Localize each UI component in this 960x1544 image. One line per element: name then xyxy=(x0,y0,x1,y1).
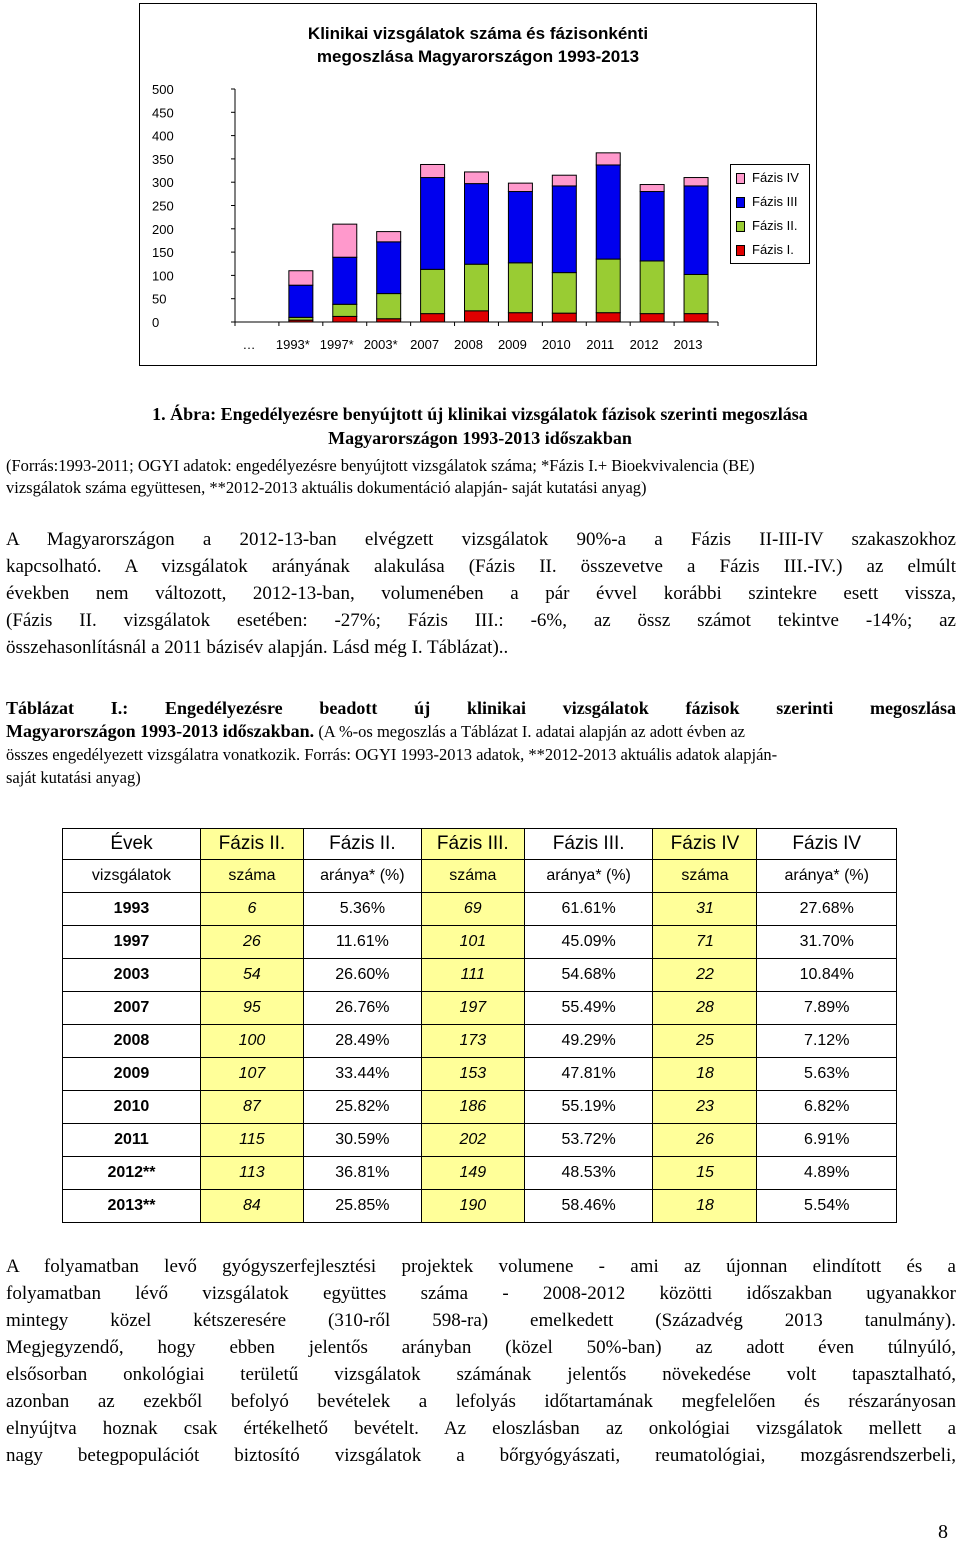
table-header-cell: Fázis II. xyxy=(303,829,421,860)
paragraph-2-line: elnyújtva hoznak csak értékelhető bevételt. Az eloszlásban az onkológiai vizsgálatok mellett a xyxy=(6,1418,956,1439)
bar-segment xyxy=(552,175,576,186)
bar-segment xyxy=(377,294,401,319)
table-subheader-cell: aránya* (%) xyxy=(757,860,897,893)
table-row xyxy=(63,893,897,926)
table-cell: 71 xyxy=(653,926,757,959)
y-tick-label: 300 xyxy=(152,175,174,191)
table-year-cell: 1993 xyxy=(63,893,201,926)
table-cell: 31 xyxy=(653,893,757,926)
table-cell: 18 xyxy=(653,1058,757,1091)
paragraph-2-line: folyamatban lévő vizsgálatok együttes száma - 2008-2012 közötti időszakban ugyanakkor xyxy=(6,1283,956,1304)
table-header-row xyxy=(63,829,897,860)
paragraph-1-line: (Fázis II. vizsgálatok esetében: -27%; Fázis III.: -6%, az össz számot tekintve -14%; az xyxy=(6,610,956,631)
y-tick-label: 150 xyxy=(152,245,174,261)
bar-segment xyxy=(421,314,445,322)
y-tick-label: 400 xyxy=(152,128,174,144)
table-cell: 11.61% xyxy=(303,926,421,959)
table-cell: 54 xyxy=(200,959,303,992)
table-caption-line3: összes engedélyezett vizsgálatra vonatkozik. Forrás: OGYI 1993-2013 adatok, **2012-2013 aktuális adatok alapján- xyxy=(6,745,778,764)
table-cell: 45.09% xyxy=(524,926,653,959)
table-row xyxy=(63,959,897,992)
table-cell: 6 xyxy=(200,893,303,926)
bar-segment xyxy=(640,185,664,192)
table-row xyxy=(63,1124,897,1157)
table-cell: 55.19% xyxy=(524,1091,653,1124)
bar-segment xyxy=(465,172,489,184)
table-cell: 33.44% xyxy=(303,1058,421,1091)
table-cell: 23 xyxy=(653,1091,757,1124)
x-tick-label: 2012 xyxy=(629,337,659,352)
table-caption xyxy=(6,697,956,789)
stacked-bar-chart xyxy=(140,4,818,367)
table-year-cell: 1997 xyxy=(63,926,201,959)
x-tick-label: 1997* xyxy=(319,337,354,352)
table-cell: 202 xyxy=(421,1124,524,1157)
table-cell: 5.54% xyxy=(757,1190,897,1223)
x-tick-label: … xyxy=(242,337,256,352)
table-cell: 95 xyxy=(200,992,303,1025)
table-cell: 26 xyxy=(200,926,303,959)
table-header-cell: Fázis IV xyxy=(757,829,897,860)
x-tick-label: 2013 xyxy=(673,337,703,352)
table-cell: 6.91% xyxy=(757,1124,897,1157)
table-cell: 100 xyxy=(200,1025,303,1058)
table-cell: 26.60% xyxy=(303,959,421,992)
legend-swatch xyxy=(736,173,745,184)
table-cell: 22 xyxy=(653,959,757,992)
table-cell: 47.81% xyxy=(524,1058,653,1091)
table-header-cell: Fázis III. xyxy=(421,829,524,860)
bar-segment xyxy=(508,313,532,322)
table-subheader-cell: aránya* (%) xyxy=(303,860,421,893)
table-cell: 25.82% xyxy=(303,1091,421,1124)
y-tick-label: 500 xyxy=(152,82,174,97)
legend-label: Fázis IV xyxy=(752,170,799,185)
table-cell: 5.36% xyxy=(303,893,421,926)
table-header-cell: Fázis II. xyxy=(200,829,303,860)
bar-segment xyxy=(377,242,401,294)
table-cell: 55.49% xyxy=(524,992,653,1025)
table-year-cell: 2010 xyxy=(63,1091,201,1124)
table-cell: 30.59% xyxy=(303,1124,421,1157)
table-row xyxy=(63,1157,897,1190)
table-cell: 27.68% xyxy=(757,893,897,926)
source-note-line1: (Forrás:1993-2011; OGYI adatok: engedélyezésre benyújtott vizsgálatok száma; *Fázis I.+ Bioekvivalencia (BE) xyxy=(6,456,755,475)
bar-segment xyxy=(596,313,620,322)
bar-segment xyxy=(333,316,357,322)
table-cell: 84 xyxy=(200,1190,303,1223)
paragraph-1-line: kapcsolható. A vizsgálatok arányának alakulása (Fázis II. összevetve a Fázis III.-IV.) az elmúlt xyxy=(6,556,956,577)
y-tick-label: 100 xyxy=(152,268,174,284)
bar-segment xyxy=(684,178,708,186)
table-cell: 4.89% xyxy=(757,1157,897,1190)
bar-segment xyxy=(333,257,357,304)
table-year-cell: 2009 xyxy=(63,1058,201,1091)
y-tick-label: 350 xyxy=(152,151,174,167)
legend-label: Fázis II. xyxy=(752,218,798,233)
table-cell: 69 xyxy=(421,893,524,926)
x-tick-label: 2008 xyxy=(454,337,483,352)
table-cell: 173 xyxy=(421,1025,524,1058)
table-cell: 25.85% xyxy=(303,1190,421,1223)
bar-segment xyxy=(289,285,313,317)
legend-label: Fázis I. xyxy=(752,242,794,257)
table-cell: 58.46% xyxy=(524,1190,653,1223)
table-year-cell: 2008 xyxy=(63,1025,201,1058)
x-tick-label: 2003* xyxy=(363,337,398,352)
bar-segment xyxy=(333,304,357,316)
table-cell: 101 xyxy=(421,926,524,959)
table-cell: 10.84% xyxy=(757,959,897,992)
paragraph-1-line: években nem változott, 2012-13-ban, volumenében a pár évvel korábbi szintekre esett vissza, xyxy=(6,583,956,604)
table-cell: 87 xyxy=(200,1091,303,1124)
table-cell: 115 xyxy=(200,1124,303,1157)
table-header-cell: Fázis IV xyxy=(653,829,757,860)
table-cell: 54.68% xyxy=(524,959,653,992)
paragraph-2 xyxy=(6,1253,956,1469)
paragraph-2-line: nagy betegpopulációt biztosító vizsgálatok a bőrgyógyászati, reumatológiai, mozgásrendszerbeli, xyxy=(6,1445,956,1466)
y-tick-label: 50 xyxy=(152,291,167,307)
table-cell: 190 xyxy=(421,1190,524,1223)
x-tick-label: 1993* xyxy=(275,337,310,352)
paragraph-1-line: összehasonlításnál a 2011 bázisév alapján. Lásd még I. Táblázat).. xyxy=(6,637,509,658)
table-cell: 7.12% xyxy=(757,1025,897,1058)
y-tick-label: 0 xyxy=(152,315,160,330)
bar-segment xyxy=(684,274,708,313)
bar-segment xyxy=(552,313,576,322)
x-tick-label: 2007 xyxy=(410,337,440,352)
table-year-cell: 2012** xyxy=(63,1157,201,1190)
table-cell: 7.89% xyxy=(757,992,897,1025)
figure-caption xyxy=(0,402,960,450)
table-caption-line4: saját kutatási anyag) xyxy=(6,768,141,787)
table-cell: 15 xyxy=(653,1157,757,1190)
bar-segment xyxy=(465,311,489,322)
table-cell: 25 xyxy=(653,1025,757,1058)
bar-segment xyxy=(421,178,445,270)
table-cell: 36.81% xyxy=(303,1157,421,1190)
x-tick-label: 2009 xyxy=(497,337,527,352)
table-subheader-cell: vizsgálatok xyxy=(63,860,201,893)
chart-container xyxy=(139,3,817,366)
bar-segment xyxy=(465,264,489,311)
bar-segment xyxy=(421,164,445,177)
table-cell: 5.63% xyxy=(757,1058,897,1091)
table-year-cell: 2003 xyxy=(63,959,201,992)
table-cell: 153 xyxy=(421,1058,524,1091)
y-tick-label: 450 xyxy=(152,105,174,121)
bar-segment xyxy=(377,232,401,242)
bar-segment xyxy=(684,314,708,322)
table-row xyxy=(63,1025,897,1058)
x-tick-label: 2010 xyxy=(541,337,571,352)
phase-table xyxy=(62,828,897,1223)
bar-segment xyxy=(640,261,664,314)
paragraph-2-line: A folyamatban levő gyógyszerfejlesztési projektek volumene - ami az újonnan elindított és a xyxy=(6,1256,956,1277)
table-header-cell: Évek xyxy=(63,829,201,860)
y-tick-label: 250 xyxy=(152,198,174,214)
table-header-cell: Fázis III. xyxy=(524,829,653,860)
table-row xyxy=(63,1091,897,1124)
table-subheader-row xyxy=(63,860,897,893)
bar-segment xyxy=(640,314,664,322)
legend-swatch xyxy=(736,221,745,232)
bar-segment xyxy=(596,165,620,259)
bar-segment xyxy=(508,192,532,263)
page-number: 8 xyxy=(938,1521,948,1543)
table-caption-line1: Táblázat I.: Engedélyezésre beadott új klinikai vizsgálatok fázisok szerinti megoszlása xyxy=(6,698,956,718)
bar-segment xyxy=(465,184,489,265)
table-cell: 113 xyxy=(200,1157,303,1190)
table-subheader-cell: száma xyxy=(653,860,757,893)
table-subheader-cell: száma xyxy=(421,860,524,893)
table-cell: 48.53% xyxy=(524,1157,653,1190)
figure-caption-line2: Magyarországon 1993-2013 időszakban xyxy=(328,428,632,448)
table-cell: 28 xyxy=(653,992,757,1025)
table-year-cell: 2013** xyxy=(63,1190,201,1223)
source-note-line2: vizsgálatok száma együttesen, **2012-2013 aktuális dokumentáció alapján- saját kutatási anyag) xyxy=(6,478,647,497)
table-subheader-cell: száma xyxy=(200,860,303,893)
table-cell: 31.70% xyxy=(757,926,897,959)
table-cell: 149 xyxy=(421,1157,524,1190)
table-cell: 53.72% xyxy=(524,1124,653,1157)
bar-segment xyxy=(596,153,620,165)
table-cell: 28.49% xyxy=(303,1025,421,1058)
table-year-cell: 2007 xyxy=(63,992,201,1025)
chart-title-line: Klinikai vizsgálatok száma és fázisonkénti megoszlása Magyarországon 1993-2013 xyxy=(307,24,649,66)
table-cell: 26 xyxy=(653,1124,757,1157)
table-cell: 6.82% xyxy=(757,1091,897,1124)
bar-segment xyxy=(552,273,576,314)
table-row xyxy=(63,992,897,1025)
table-cell: 26.76% xyxy=(303,992,421,1025)
bar-segment xyxy=(289,271,313,285)
x-tick-label: 2011 xyxy=(586,337,615,352)
bar-segment xyxy=(421,269,445,313)
figure-caption-line1: 1. Ábra: Engedélyezésre benyújtott új klinikai vizsgálatok fázisok szerinti megoszlása xyxy=(152,404,808,424)
bar-segment xyxy=(684,186,708,275)
table-row xyxy=(63,1190,897,1223)
paragraph-2-line: azonban az ezekből befolyó bevételek a lefolyás időtartamának megfelelően és részarányosan xyxy=(6,1391,956,1412)
table-year-cell: 2011 xyxy=(63,1124,201,1157)
table-cell: 186 xyxy=(421,1091,524,1124)
bar-segment xyxy=(596,259,620,313)
table-cell: 61.61% xyxy=(524,893,653,926)
bar-segment xyxy=(508,183,532,191)
chart-legend xyxy=(730,164,810,264)
paragraph-1 xyxy=(6,526,956,661)
table-caption-normal2: (A %-os megoszlás a Táblázat I. adatai alapján az adott évben az xyxy=(314,722,745,741)
table-cell: 107 xyxy=(200,1058,303,1091)
table-cell: 111 xyxy=(421,959,524,992)
table-subheader-cell: aránya* (%) xyxy=(524,860,653,893)
legend-swatch xyxy=(736,245,745,256)
table-row xyxy=(63,1058,897,1091)
table-caption-bold2: Magyarországon 1993-2013 időszakban. xyxy=(6,721,315,741)
paragraph-2-line: Megjegyzendő, hogy ebben jelentős arányban (közel 50%-ban) az adott éven túlnyúló, xyxy=(6,1337,956,1358)
paragraph-2-line: mintegy közel kétszeresére (310-ről 598-ra) emelkedett (Századvég 2013 tanulmány). xyxy=(6,1310,956,1331)
y-tick-label: 200 xyxy=(152,221,174,237)
bar-segment xyxy=(508,263,532,313)
source-note xyxy=(6,455,956,499)
table-cell: 18 xyxy=(653,1190,757,1223)
bar-segment xyxy=(552,186,576,273)
legend-label: Fázis III xyxy=(752,194,798,209)
paragraph-2-line: elsősorban onkológiai területű vizsgálatok számának jelentős növekedése volt tapasztalható, xyxy=(6,1364,956,1385)
bar-segment xyxy=(333,224,357,257)
paragraph-1-line: A Magyarországon a 2012-13-ban elvégzett vizsgálatok 90%-a a Fázis II-III-IV szakaszokhoz xyxy=(6,529,956,550)
legend-swatch xyxy=(736,197,745,208)
table-cell: 197 xyxy=(421,992,524,1025)
table-row xyxy=(63,926,897,959)
bar-segment xyxy=(640,192,664,261)
table-cell: 49.29% xyxy=(524,1025,653,1058)
